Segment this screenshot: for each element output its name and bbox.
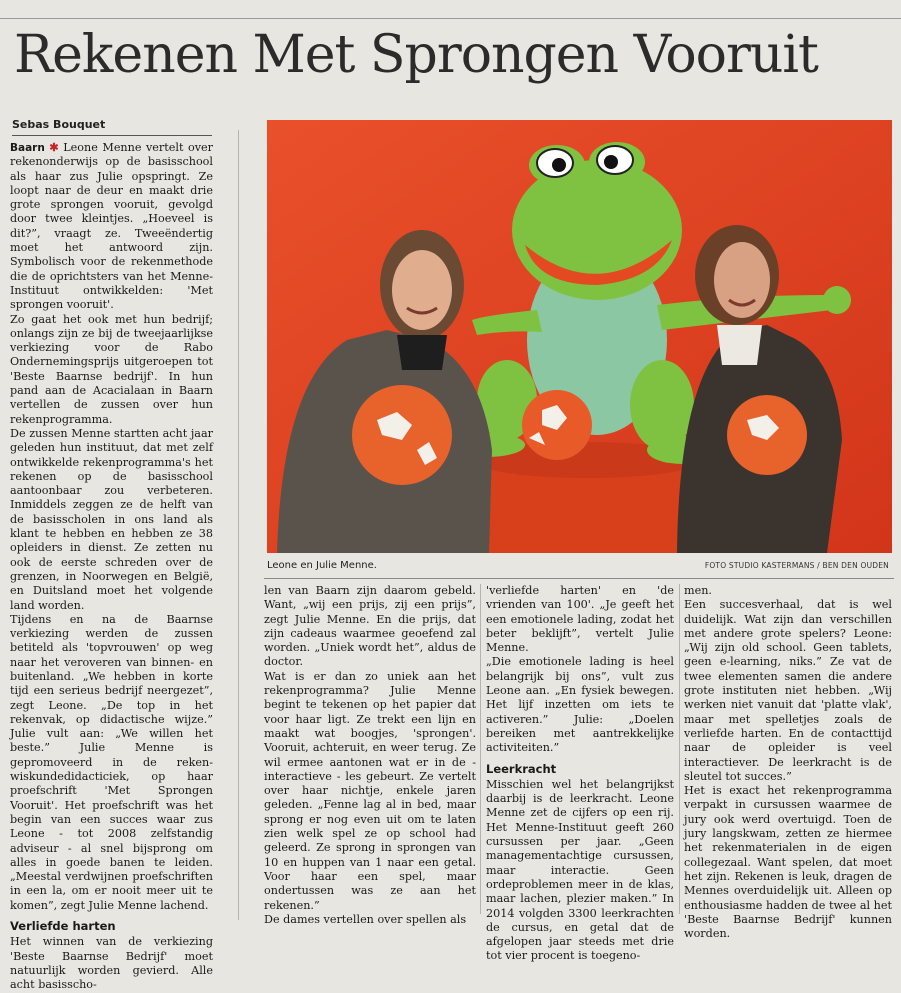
caption-rule: [264, 578, 894, 579]
column-divider: [238, 130, 239, 920]
article-photo: [267, 120, 892, 553]
paragraph: 'verliefde harten' en 'de vrienden van 100'. „Je geeft het een emotionele lading, zodat het beter beklijft”, vertelt Julie Menne.: [486, 584, 674, 655]
lead-paragraph: [10, 140, 213, 313]
photo-credit: FOTO STUDIO KASTERMANS / BEN DEN OUDEN: [704, 561, 889, 570]
dateline: Baarn: [10, 142, 45, 154]
byline: Sebas Bouquet: [12, 118, 212, 136]
article-column-2: [264, 584, 476, 927]
column-divider: [679, 584, 680, 914]
paragraph: De dames vertellen over spellen als: [264, 912, 467, 926]
top-rule: [0, 18, 901, 19]
paragraph: Misschien wel het belangrijkst daarbij is de leerkracht. Leone Menne zet de cijfers op een rij. Het Menne-Instituut geeft 260 cursussen per jaar. „Geen managementachtige cursussen, maar interactie. Geen ordeproblemen meer in de klas, maar lachen, plezier maken.” In 2014 volgden 3300 leerkrachten de cursus, en getal dat de afgelopen jaar steeds met drie tot vier procent is toegeno-: [486, 777, 674, 963]
photo-caption: Leone en Julie Menne.: [267, 560, 377, 571]
headline: Rekenen Met Sprongen Vooruit: [14, 25, 818, 85]
article-column-4: [684, 584, 892, 941]
paragraph: „Die emotionele lading is heel belangrijk bij ons”, vult zus Leone aan. „En fysiek bewegen. Het lijf inzetten om iets te activeren.” Julie: „Doelen bereiken met aantrekkelijke activiteiten.”: [486, 655, 674, 755]
article-column-1: [10, 140, 213, 993]
column-divider: [480, 584, 481, 914]
paragraph: Tijdens en na de Baarnse verkiezing werden de zussen betiteld als 'topvrouwen' op weg naar het veroveren van binnen- en buitenland. „We hebben in korte tijd een serieus bedrijf neergezet”, zegt Leone. „De top in het rekenvak, op didactische wijze.” Julie vult aan: „We willen het beste.” Julie Menne is gepromoveerd in de reken-wiskundedidacticiek, op haar proefschrift 'Met Sprongen Vooruit'. Het proefschrift was het begin van een succes waar zus Leone - tot 2008 zelfstandig adviseur - al snel bijsprong om alles in goede banen te leiden. „Meestal verdwijnen proefschriften in een la, om er nooit meer uit te komen”, zegt Julie Menne lachend.: [10, 612, 213, 912]
paragraph: Een succesverhaal, dat is wel duidelijk. Wat zijn dan verschillen met andere grote spelers? Leone: „Wij zijn old school. Geen tablets, geen e-learning, niks.” Ze vat de twee elementen samen die andere grote instituten niet hebben. „Wij werken niet vanuit dat 'platte vlak', maar met spelletjes zoals de verliefde harten. En de contacttijd naar de opleider is veel interactiever. De leerkracht is de sleutel tot succes.”: [684, 598, 892, 783]
star-icon: ✱: [49, 140, 59, 154]
subheading: Verliefde harten: [10, 919, 116, 934]
paragraph-text: Leone Menne vertelt over rekenonderwijs op de basisschool als haar zus Julie opspringt. Ze loopt naar de deur en maakt drie grote sprongen vooruit, gevolgd door twee kleintjes. „Hoeveel is dit?”, vraagt ze. Tweeëndertig moet het antwoord zijn. Symbolisch voor de rekenmethode die de oprichtsters van het Menne-Instituut ontwikkelden: 'Met sprongen vooruit'.: [10, 141, 213, 312]
photo-illustration: [267, 120, 892, 553]
paragraph: len van Baarn zijn daarom gebeld. Want, „wij een prijs, zij een prijs”, zegt Julie Menne. En die prijs, dat zijn cadeaus waarmee geoefend zal worden. „Uniek wordt het”, aldus de doctor.: [264, 584, 476, 669]
paragraph: Het winnen van de verkiezing 'Beste Baarnse Bedrijf' moet natuurlijk worden gevierd. Alle acht basisscho-: [10, 935, 213, 992]
paragraph: men.: [684, 584, 712, 597]
paragraph: Wat is er dan zo uniek aan het rekenprogramma? Julie Menne begint te tekenen op het papier dat voor haar ligt. Ze trekt een lijn en maakt wat boogjes, 'sprongen'. Vooruit, achteruit, en weer terug. Ze wil ermee aantonen wat er in de - interactieve - les gebeurt. Ze vertelt over haar nichtje, enkele jaren geleden. „Fenne lag al in bed, maar sprong er nog even uit om te laten zien welk spel ze op school had geleerd. Ze sprong in sprongen van 10 en huppen van 1 naar een getal. Voor haar een spel, maar ondertussen was ze aan het rekenen.”: [264, 669, 476, 912]
paragraph: Zo gaat het ook met hun bedrijf; onlangs zijn ze bij de tweejaarlijkse verkiezing voor de Rabo Ondernemingsprijs uitgeroepen tot 'Beste Baarnse bedrijf'. In hun pand aan de Acacialaan in Baarn vertellen de zussen over hun rekenprogramma.: [10, 312, 213, 426]
subheading: Leerkracht: [486, 761, 557, 776]
paragraph: Het is exact het rekenprogramma verpakt in cursussen waarmee de jury ook werd overtuigd. Toen de jury langskwam, zetten ze hiermee het rekenmaterialen in de eigen collegezaal. Want spelen, dat moet het zijn. Rekenen is leuk, dragen de Mennes overduidelijk uit. Alleen op enthousiasme hadden de twee al het 'Beste Baarnse Bedrijf' kunnen worden.: [684, 784, 892, 941]
article-column-3: [486, 584, 674, 964]
paragraph: De zussen Menne startten acht jaar geleden hun instituut, dat met zelf ontwikkelde rekenprogramma's het rekenen op de basisschool aantoonbaar zou verbeteren. Inmiddels zeggen ze de helft van de basisscholen in ons land als klant te hebben en hebben ze 38 opleiders in dienst. Ze zetten nu ook de eerste schreden over de grenzen, in Noorwegen en België, en Duitsland moet het volgende land worden.: [10, 426, 213, 612]
